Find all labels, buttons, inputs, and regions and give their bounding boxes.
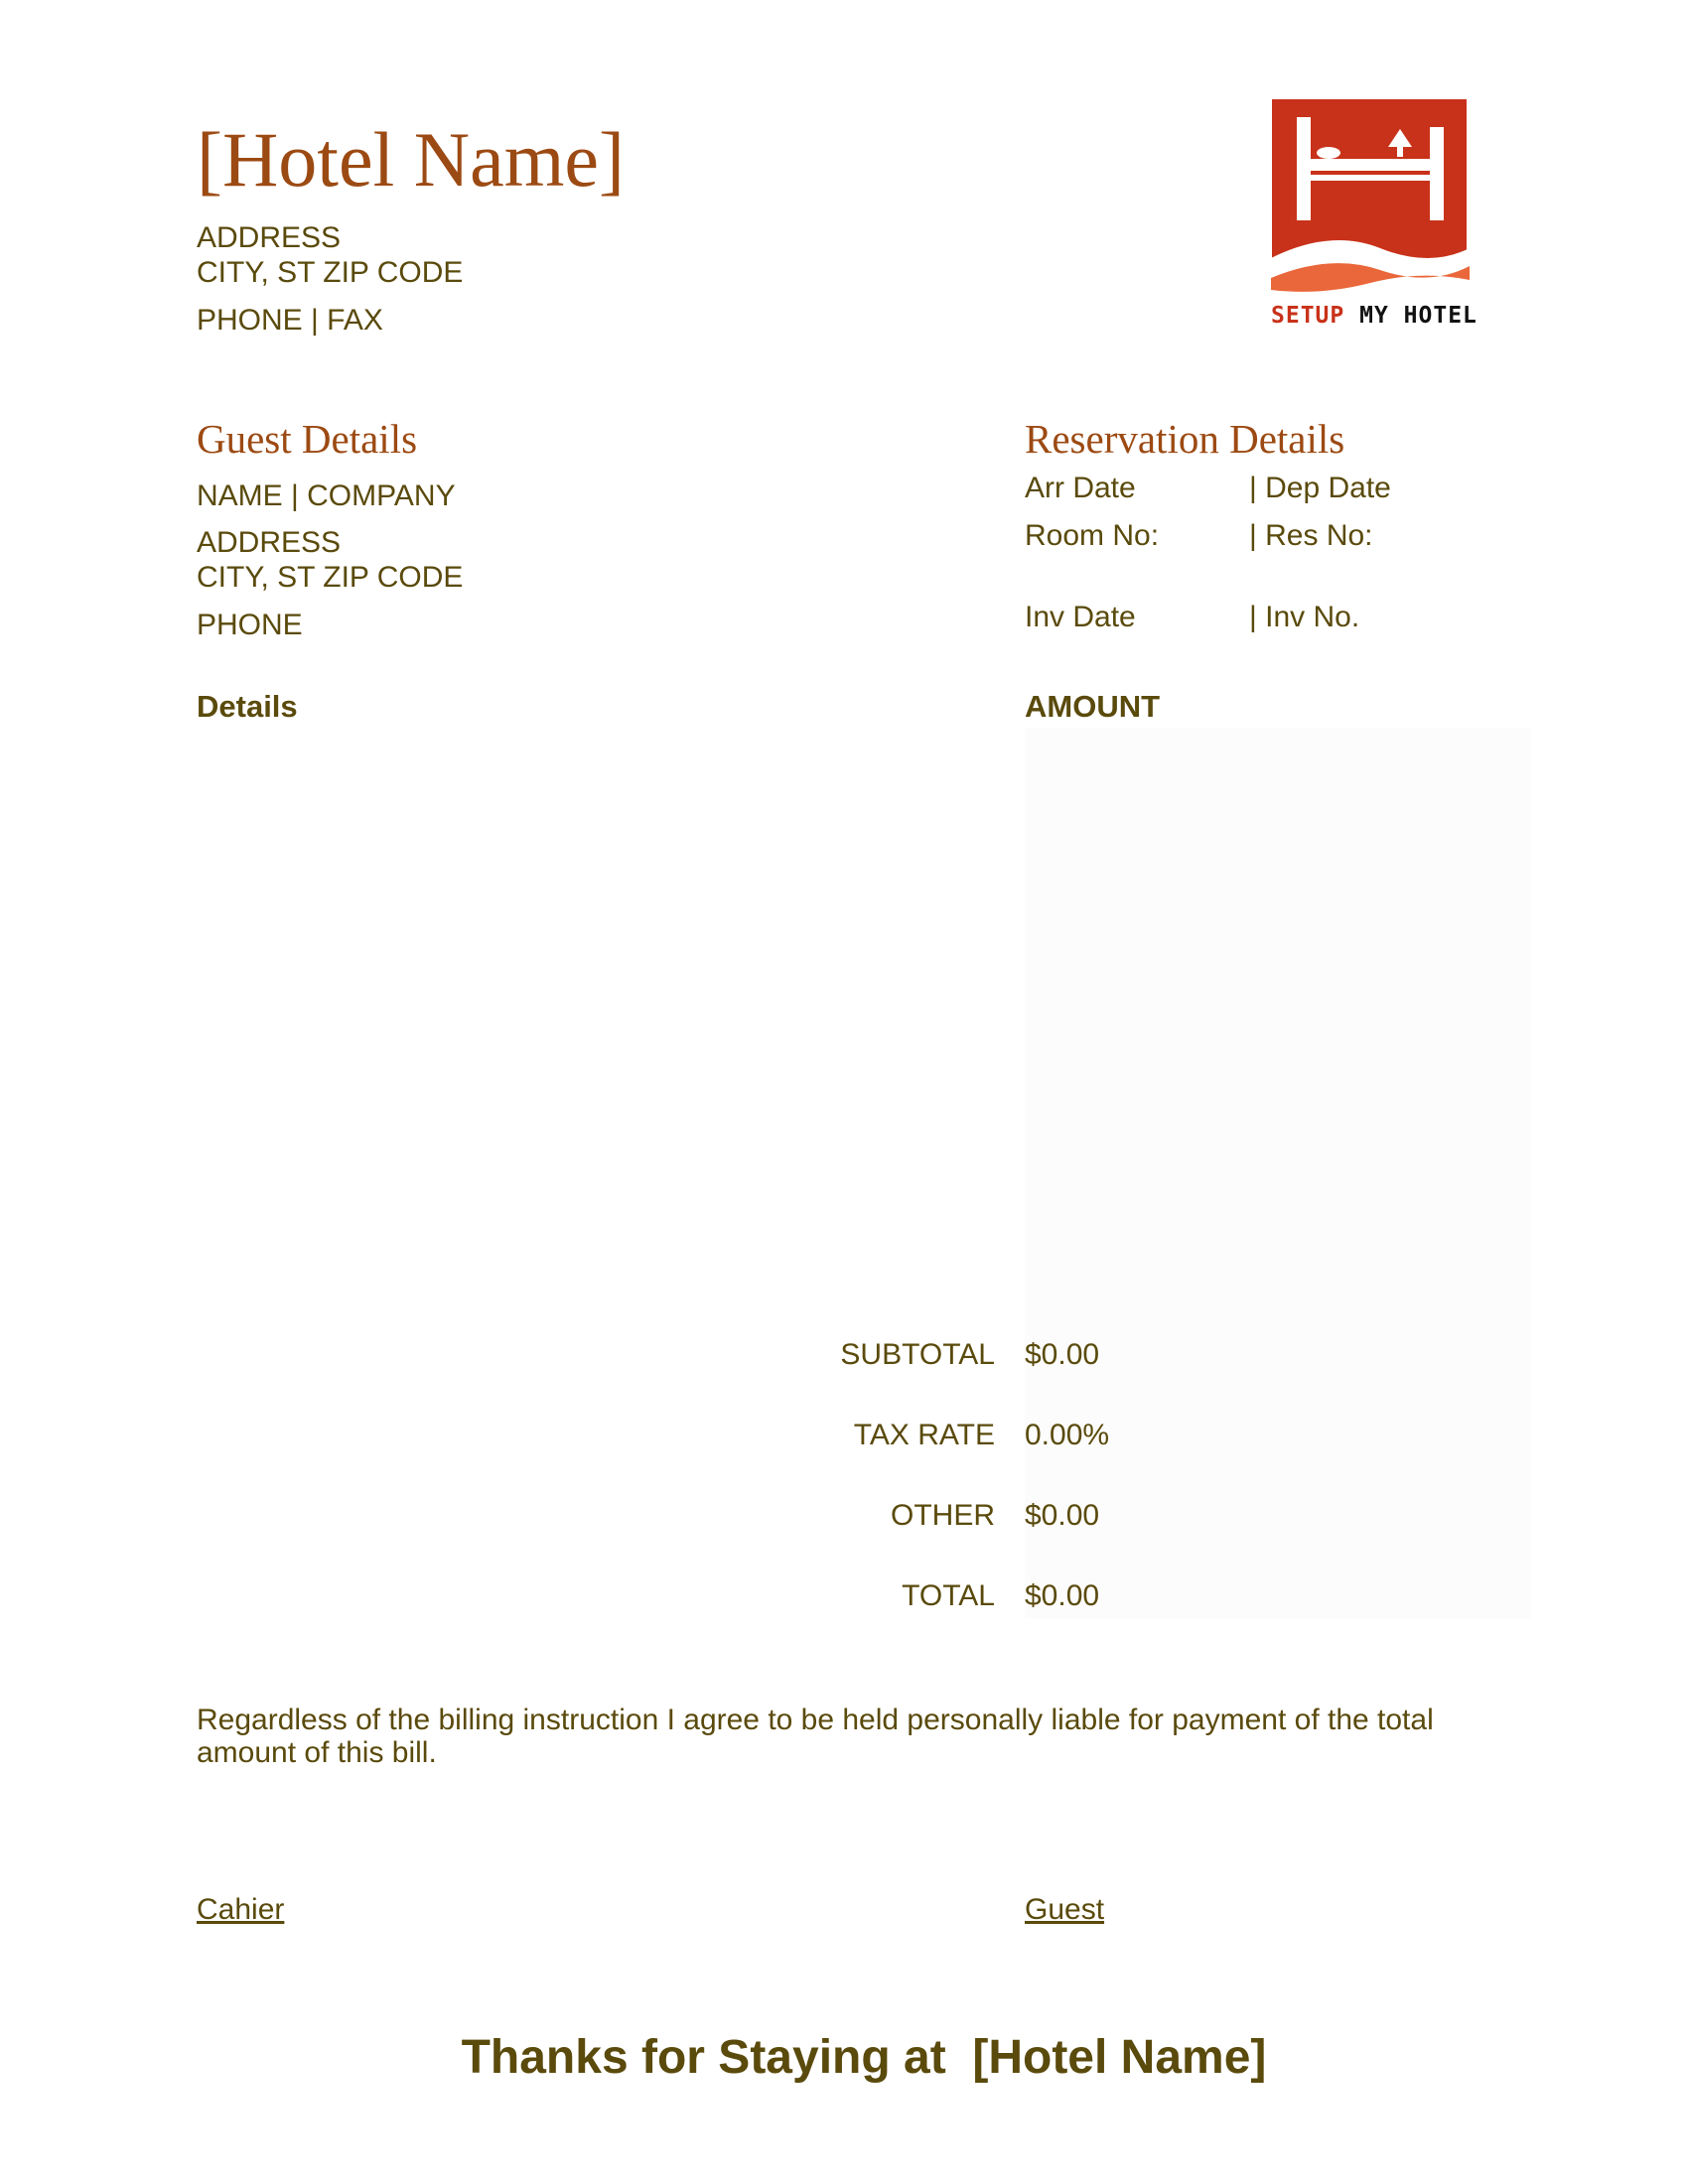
hotel-bed-logo-icon — [1271, 99, 1470, 298]
inv-no-label: | Inv No. — [1249, 601, 1360, 633]
logo-brand-part2: MY HOTEL — [1359, 303, 1477, 329]
room-no-label: Room No: — [1025, 519, 1160, 552]
guest-city-line: CITY, ST ZIP CODE — [197, 561, 464, 594]
amount-column-panel — [1025, 728, 1531, 1618]
setup-my-hotel-logo — [1271, 99, 1477, 338]
guest-signature-line: Guest — [1025, 1893, 1105, 1926]
other-value: $0.00 — [1025, 1499, 1100, 1532]
cashier-signature-line: Cahier — [197, 1893, 285, 1926]
hotel-address: ADDRESS — [197, 221, 342, 254]
other-label: OTHER — [891, 1499, 995, 1532]
reservation-details-title: Reservation Details — [1025, 416, 1345, 462]
hotel-name-title: [Hotel Name] — [197, 116, 625, 203]
liability-disclaimer-line1: Regardless of the billing instruction I agree to be held personally liable for payment of the total — [197, 1704, 1434, 1736]
tax-rate-label: TAX RATE — [853, 1419, 995, 1451]
dep-date-label: | Dep Date — [1249, 472, 1391, 504]
thank-you-footer: Thanks for Staying at [Hotel Name] — [461, 2031, 1267, 2084]
guest-details-title: Guest Details — [197, 416, 418, 462]
total-value: $0.00 — [1025, 1579, 1100, 1612]
tax-rate-value: 0.00% — [1025, 1419, 1110, 1451]
subtotal-value: $0.00 — [1025, 1338, 1100, 1371]
arr-date-label: Arr Date — [1025, 472, 1136, 504]
guest-address: ADDRESS — [197, 526, 342, 559]
guest-name-company: NAME | COMPANY — [197, 479, 456, 512]
total-label: TOTAL — [902, 1579, 995, 1612]
details-column-header: Details — [197, 689, 298, 724]
hotel-city-line: CITY, ST ZIP CODE — [197, 256, 464, 289]
amount-column-header: AMOUNT — [1025, 689, 1161, 724]
logo-tagline — [1271, 303, 1477, 329]
subtotal-label: SUBTOTAL — [840, 1338, 995, 1371]
liability-disclaimer-line2: amount of this bill. — [197, 1736, 437, 1769]
hotel-phone-fax: PHONE | FAX — [197, 304, 383, 337]
guest-phone: PHONE — [197, 609, 303, 641]
inv-date-label: Inv Date — [1025, 601, 1136, 633]
logo-brand-part1: SETUP — [1271, 303, 1345, 329]
res-no-label: | Res No: — [1249, 519, 1373, 552]
